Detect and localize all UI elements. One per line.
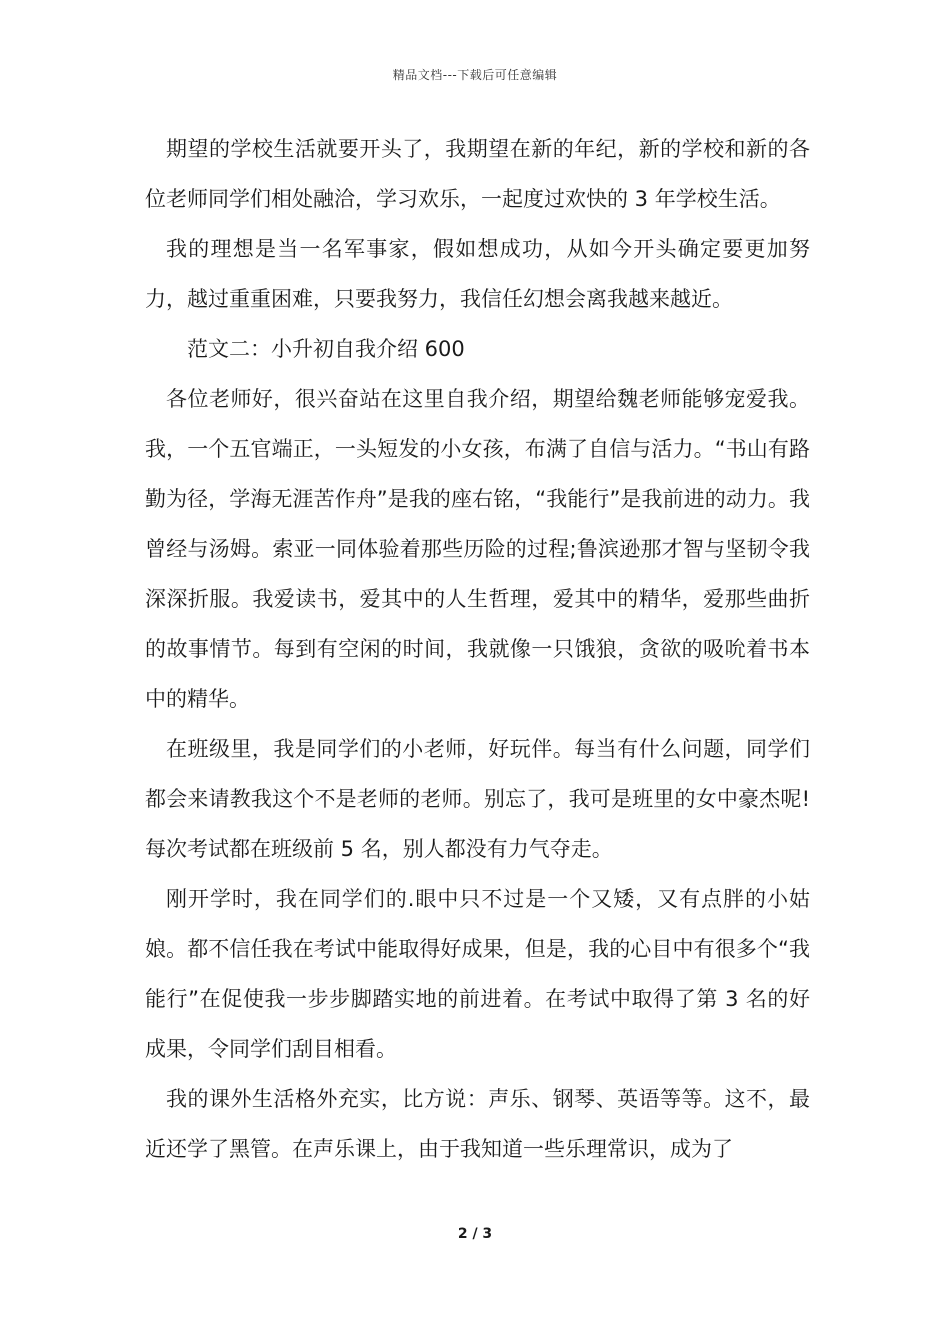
paragraph-4: 在班级里，我是同学们的小老师，好玩伴。每当有什么问题，同学们都会来请教我这个不是老师的老师。别忘了，我可是班里的女中豪杰呢!每次考试都在班级前 5 名，别人都没有力气夺走。 [145, 737, 810, 861]
document-body [145, 124, 810, 1174]
paragraph-2: 我的理想是当一名军事家，假如想成功，从如今开头确定要更加努力，越过重重困难，只要我努力，我信任幻想会离我越来越近。 [145, 237, 810, 311]
page-header: 精品文档---下载后可任意编辑 [392, 68, 558, 82]
paragraph-5: 刚开学时，我在同学们的.眼中只不过是一个又矮，又有点胖的小姑娘。都不信任我在考试中能取得好成果，但是，我的心目中有很多个“我能行”在促使我一步步脚踏实地的前进着。在考试中取得了第 3 名的好成果，令同学们刮目相看。 [145, 887, 810, 1061]
page-number: 2 / 3 [457, 1226, 493, 1242]
paragraph-1: 期望的学校生活就要开头了，我期望在新的年纪，新的学校和新的各位老师同学们相处融洽，学习欢乐，一起度过欢快的 3 年学校生活。 [145, 137, 810, 211]
paragraph-3: 各位老师好，很兴奋站在这里自我介绍，期望给魏老师能够宠爱我。我，一个五官端正，一头短发的小女孩，布满了自信与活力。“书山有路勤为径，学海无涯苦作舟”是我的座右铭，“我能行”是我前进的动力。我曾经与汤姆。索亚一同体验着那些历险的过程;鲁滨逊那才智与坚韧令我深深折服。我爱读书，爱其中的人生哲理，爱其中的精华，爱那些曲折的故事情节。每到有空闲的时间，我就像一只饿狼，贪欲的吸吮着书本中的精华。 [145, 387, 810, 711]
section-heading: 范文二：小升初自我介绍 600 [187, 337, 465, 361]
paragraph-6: 我的课外生活格外充实，比方说：声乐、钢琴、英语等等。这不，最近还学了黑管。在声乐课上，由于我知道一些乐理常识，成为了 [145, 1087, 810, 1161]
